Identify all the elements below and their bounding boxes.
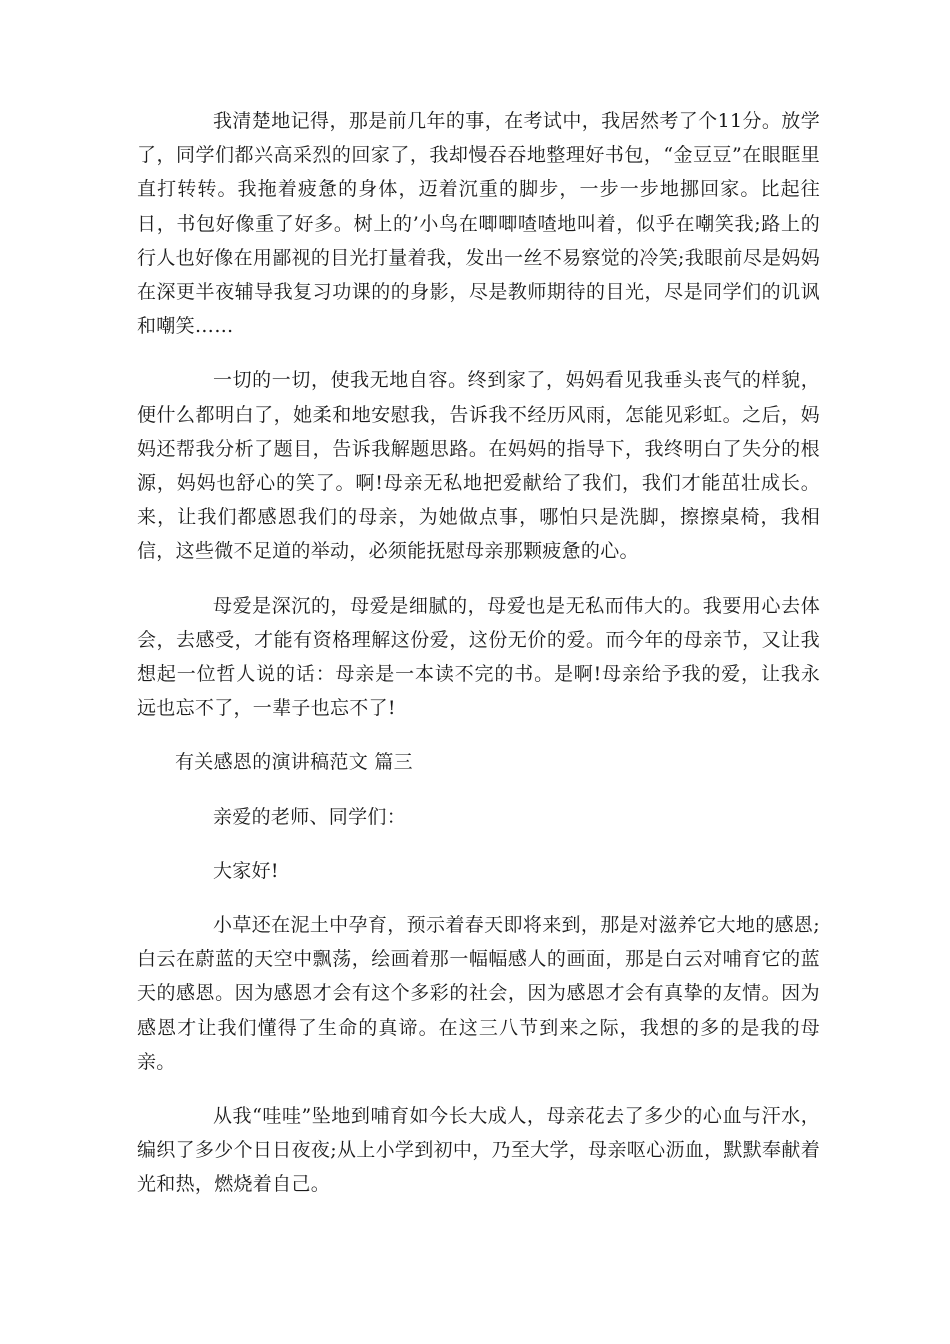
salutation-line: 大家好! (213, 859, 279, 882)
paragraph-mother-comfort: 一切的一切，使我无地自容。终到家了，妈妈看见我垂头丧气的样貌，便什么都明白了，她柔和地安慰我，告诉我不经历风雨，怎能见彩虹。之后，妈妈还帮我分析了题目，告诉我解题思路。在妈妈的指导下，我终明白了失分的根源，妈妈也舒心的笑了。啊!母亲无私地把爱献给了我们，我们才能茁壮成长。来，让我们都感恩我们的母亲，为她做点事，哪怕只是洗脚，擦擦桌椅，我相信，这些微不足道的举动，必须能抚慰母亲那颗疲惫的心。 (137, 369, 820, 563)
document-body (137, 104, 820, 1222)
greeting-line: 亲爱的老师、同学们： (213, 805, 407, 828)
paragraph-mother-love: 母爱是深沉的，母爱是细腻的，母爱也是无私而伟大的。我要用心去体会，去感受，才能有资格理解这份爱，这份无价的爱。而今年的母亲节，又让我想起一位哲人说的话：母亲是一本读不完的书。是啊!母亲给予我的爱，让我永远也忘不了，一辈子也忘不了! (137, 594, 820, 720)
paragraph-exam-memory: 我清楚地记得，那是前几年的事，在考试中，我居然考了个11分。放学了，同学们都兴高采烈的回家了，我却慢吞吞地整理好书包，“金豆豆”在眼眶里直打转转。我拖着疲惫的身体，迈着沉重的脚步，一步一步地挪回家。比起往日，书包好像重了好多。树上的’小鸟在唧唧喳喳地叫着，似乎在嘲笑我;路上的行人也好像在用鄙视的目光打量着我，发出一丝不易察觉的冷笑;我眼前尽是妈妈在深更半夜辅导我复习功课的的身影，尽是教师期待的目光，尽是同学们的讥讽和嘲笑…… (137, 110, 820, 338)
section-heading: 有关感恩的演讲稿范文 篇三 (175, 751, 413, 774)
paragraph-mother-sacrifice: 从我“哇哇”坠地到哺育如今长大成人，母亲花去了多少的心血与汗水，编织了多少个日日夜夜;从上小学到初中，乃至大学，母亲呕心沥血，默默奉献着光和热，燃烧着自己。 (137, 1105, 820, 1196)
paragraph-gratitude-nature: 小草还在泥土中孕育，预示着春天即将来到，那是对滋养它大地的感恩;白云在蔚蓝的天空中飘荡，绘画着那一幅幅感人的画面，那是白云对哺育它的蓝天的感恩。因为感恩才会有这个多彩的社会，因为感恩才会有真挚的友情。因为感恩才让我们懂得了生命的真谛。在这三八节到来之际，我想的多的是我的母亲。 (137, 914, 820, 1073)
